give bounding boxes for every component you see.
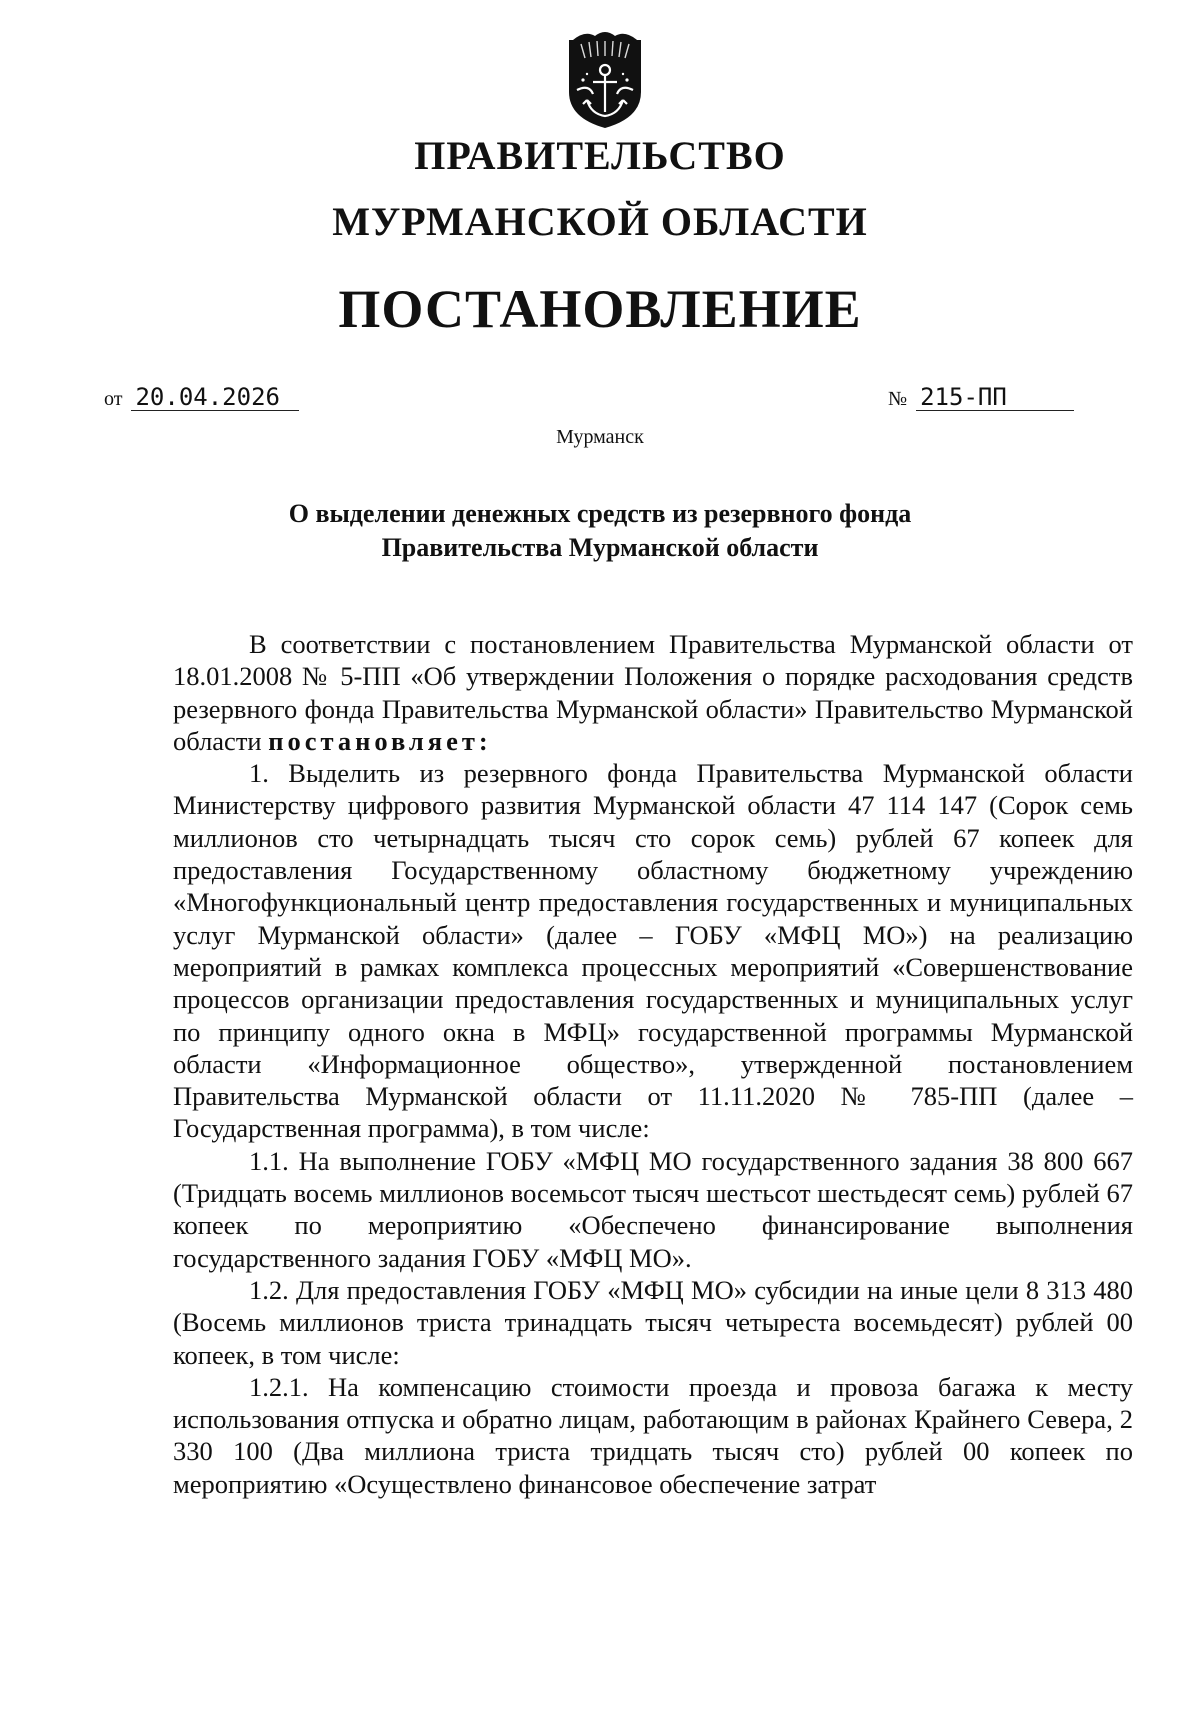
- paragraph-1-2-1: 1.2.1. На компенсацию стоимости проезда и провоза багажа к месту использования отпуска и обратно лицам, работающим в районах Крайнего Севера, 2 330 100 (Два миллиона триста тридцать тысяч сто) рублей 00 копеек по мероприятию «Осуществлено финансовое обеспечение затрат: [173, 1371, 1133, 1499]
- decree-word: постановляет:: [268, 725, 492, 756]
- preamble-paragraph: [173, 628, 1133, 757]
- date-prefix: от: [104, 388, 123, 410]
- preamble-text: В соответствии с постановлением Правительства Мурманской области от 18.01.2008 № 5-ПП «Об утверждении Положения о порядке расходования средств резервного фонда Правительства Мурманской области» Правительство Мурманской области: [173, 629, 1133, 756]
- number-field: [888, 385, 1074, 411]
- document-number: 215-ПП: [916, 385, 1074, 411]
- paragraph-1-1: 1.1. На выполнение ГОБУ «МФЦ МО государственного задания 38 800 667 (Тридцать восемь миллионов восемьсот тысяч шестьсот шестьдесят семь) рублей 67 копеек по мероприятию «Обеспечено финансирование выполнения государственного задания ГОБУ «МФЦ МО».: [173, 1145, 1133, 1273]
- paragraph-1-2: 1.2. Для предоставления ГОБУ «МФЦ МО» субсидии на иные цели 8 313 480 (Восемь миллионов триста тринадцать тысяч четыреста восемьдесят) рублей 00 копеек, в том числе:: [173, 1274, 1133, 1370]
- org-name-line2: МУРМАНСКОЙ ОБЛАСТИ: [332, 199, 868, 244]
- number-prefix: №: [888, 388, 908, 410]
- paragraph-1: 1. Выделить из резервного фонда Правительства Мурманской области Министерству цифрового развития Мурманской области 47 114 147 (Сорок семь миллионов сто четырнадцать тысяч сто сорок семь) рублей 67 копеек для предоставления Государственному областному бюджетному учреждению «Многофункциональный центр предоставления государственных и муниципальных услуг Мурманской области» (далее – ГОБУ «МФЦ МО») на реализацию мероприятий в рамках комплекса процессных мероприятий «Совершенствование процессов организации предоставления государственных и муниципальных услуг по принципу одного окна в МФЦ» государственной программы Мурманской области «Информационное общество», утвержденной постановлением Правительства Мурманской области от 11.11.2020 № 785-ПП (далее – Государственная программа), в том числе:: [173, 758, 1133, 1144]
- document-date: 20.04.2026: [131, 385, 299, 411]
- org-name-line1: ПРАВИТЕЛЬСТВО: [414, 133, 786, 178]
- title-line2: Правительства Мурманской области: [381, 533, 819, 562]
- date-field: [104, 385, 299, 411]
- coat-of-arms-emblem: [565, 30, 645, 130]
- document-type: ПОСТАНОВЛЕНИЕ: [338, 279, 862, 339]
- city: Мурманск: [556, 426, 644, 448]
- document-body: [173, 628, 1133, 1500]
- document-title: [0, 497, 1200, 565]
- title-line1: О выделении денежных средств из резервного фонда: [288, 499, 912, 528]
